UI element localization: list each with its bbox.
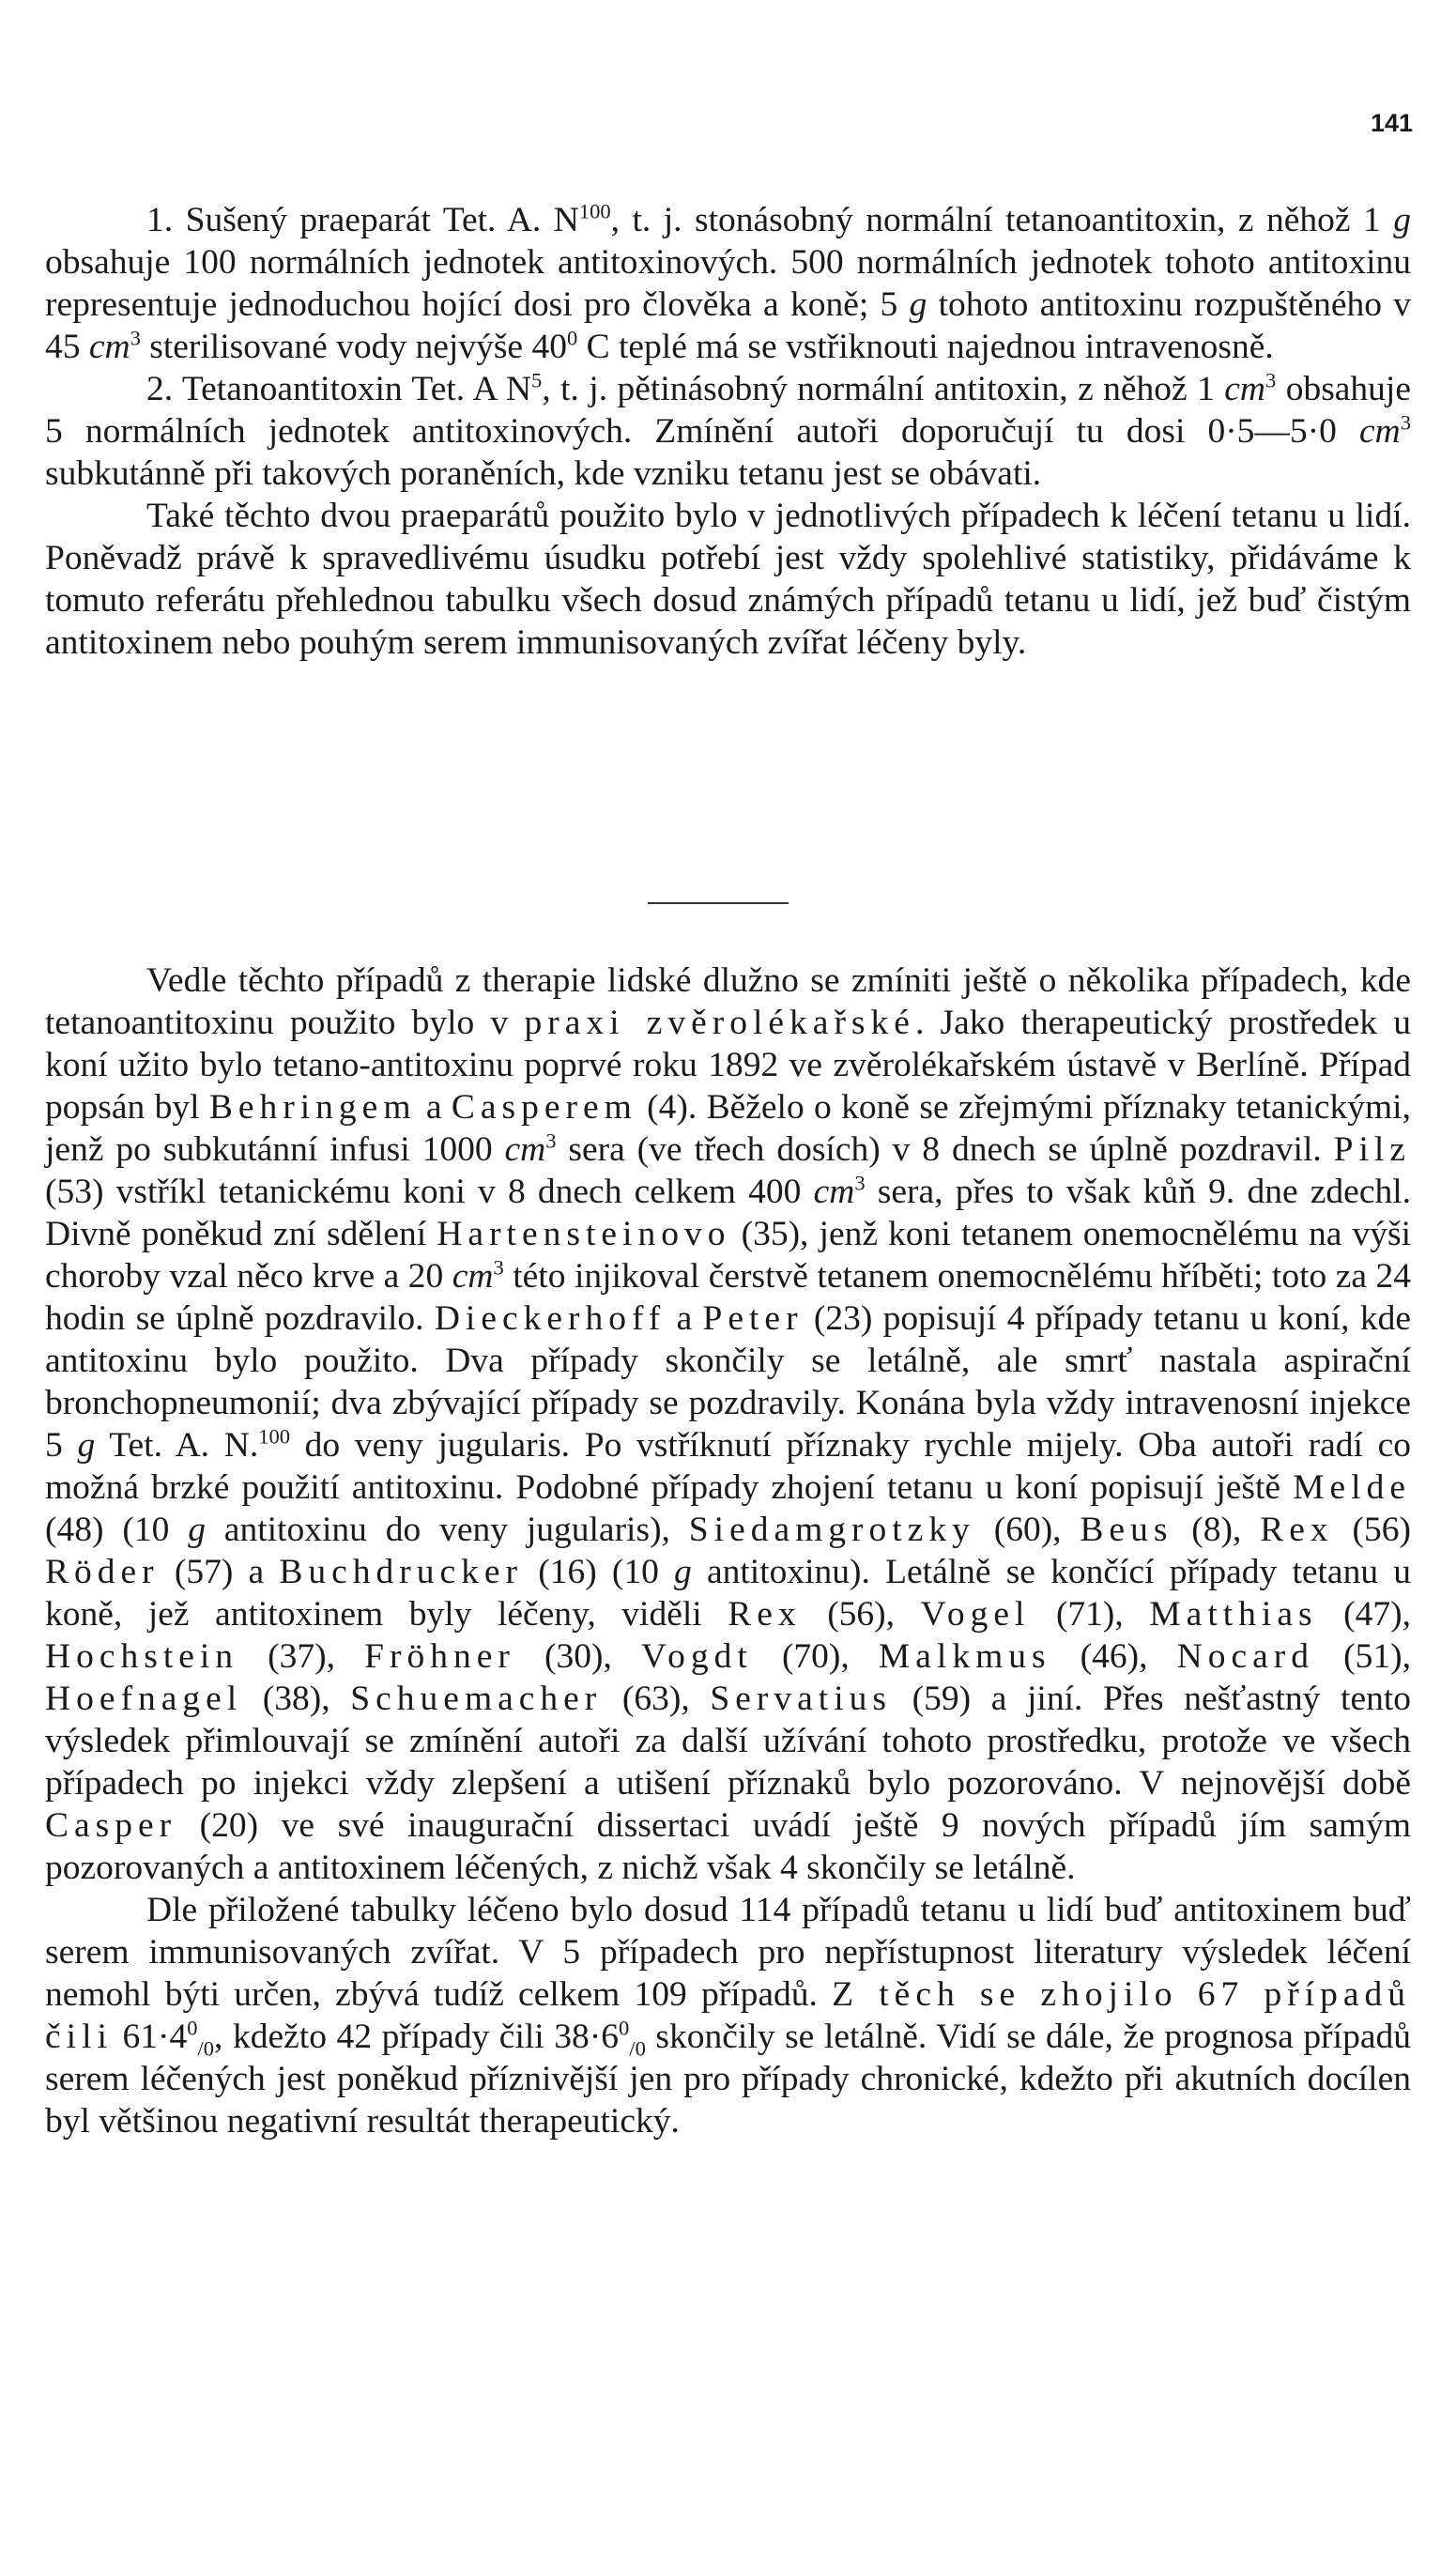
unit-symbol: cm (1359, 412, 1401, 451)
text-run: obsahuje 5 normálních jednotek antitoxinových. Zmínění autoři doporučují tu dosi 0·5—5·0 (45, 370, 1411, 451)
unit-symbol: cm (504, 1130, 546, 1169)
spaced-name: Beus (1080, 1511, 1173, 1549)
text-run: Dle přiložené tabulky léčeno bylo dosud 114 případů tetanu u lidí buď antitoxinem buď serem immunisovaných zvířat. V 5 případech pro nepřístupnost literatury výsledek léčení nemohl býti určen, zbývá tudíž celkem 109 případů. (45, 1891, 1411, 2014)
spaced-name: Rex (728, 1595, 802, 1634)
script-text: 0 (566, 326, 578, 350)
text-run: Také těchto dvou praeparátů použito bylo v jednotlivých případech k léčení tetanu u lidí. Poněvadž právě k spravedlivému úsudku potřebí jest vždy spolehlivé statistiky, přidáváme k tomuto referátu přehlednou tabulku všech dosud známých případů tetanu u lidí, jež buď čistým antitoxinem nebo pouhým serem immunisovaných zvířat léčeny byly. (45, 497, 1411, 662)
text-run: (35), jenž koni tetanem onemocnělému na výši choroby vzal něco krve a 20 (45, 1215, 1412, 1296)
unit-symbol: g (77, 1426, 96, 1465)
paragraph (45, 199, 1411, 368)
script-text: 100 (578, 199, 611, 223)
text-run: (57) a (159, 1553, 280, 1591)
text-run: (63), (602, 1680, 711, 1718)
text-run: (8), (1172, 1511, 1261, 1549)
text-run: (51), (1314, 1637, 1411, 1676)
script-text: 0 (619, 2016, 630, 2040)
text-run: (48) (10 (45, 1511, 189, 1549)
section-divider (648, 902, 789, 904)
spaced-name: Casperem (451, 1088, 637, 1127)
paragraph (45, 959, 1411, 1889)
script-text: 3 (493, 1255, 504, 1280)
paragraph (45, 1889, 1411, 2142)
spaced-name: Z těch se zhojilo 67 případů čili (45, 1975, 1412, 2056)
page-number: 141 (1370, 109, 1413, 137)
text-run: (37), (238, 1637, 365, 1676)
spaced-name: Hochstein (45, 1637, 239, 1676)
text-run: 1. Sušený praeparát Tet. A. N (146, 201, 579, 239)
spaced-name: Buchdrucker (279, 1553, 524, 1591)
unit-symbol: cm (813, 1173, 855, 1211)
text-run: , t. j. pětinásobný normální antitoxin, z něhož 1 (542, 370, 1225, 408)
text-run: obsahuje 100 normálních jednotek antitoxinových. 500 normálních jednotek tohoto antitoxinu representuje jednoduchou hojící dosi pro člověka a koně; 5 (45, 243, 1411, 324)
spaced-name: Malkmus (878, 1637, 1051, 1676)
text-run: , t. j. stonásobný normální tetanoantitoxin, z něhož 1 (610, 201, 1394, 239)
spaced-name: Röder (45, 1553, 160, 1591)
spaced-name: Fröhner (364, 1637, 515, 1676)
text-run: skončily se letálně. Vidí se dále, že prognosa případů serem léčených jest poněkud příznivější jen pro případy chronické, kdežto při akutních docílen byl většinou negativní resultát therapeutický. (45, 2018, 1411, 2141)
script-text: 0 (203, 2036, 215, 2061)
text-run: (46), (1050, 1637, 1177, 1676)
unit-symbol: g (674, 1553, 692, 1591)
spaced-name: Matthias (1149, 1595, 1318, 1634)
text-run: (59) a jiní. Přes nešťastný tento výsledek přimlouvají se zmínění autoři za další užívání tohoto prostředku, protože ve všech případech po injekci vždy zlepšení a utišení příznaků bylo pozorováno. V nejnovější době (45, 1680, 1412, 1803)
text-run: (20) ve své inaugurační dissertaci uvádí ještě 9 nových případů jím samým pozorovaných a antitoxinem léčených, z nichž však 4 skončily se letálně. (45, 1806, 1411, 1887)
spaced-name: Hoefnagel (45, 1680, 243, 1718)
spaced-name: Dieckerhoff (434, 1299, 667, 1338)
text-run: (16) (10 (523, 1553, 675, 1591)
unit-symbol: g (1393, 201, 1411, 239)
spaced-name: Melde (1293, 1468, 1411, 1507)
text-run: subkutánně při takových poraněních, kde vzniku tetanu jest se obávati. (45, 454, 1042, 493)
text-run: Tet. A. N. (95, 1426, 259, 1465)
script-text: 3 (1400, 410, 1411, 435)
paragraph (45, 495, 1411, 664)
spaced-name: Rex (1260, 1511, 1334, 1549)
text-run: sterilisované vody nejvýše 40 (140, 328, 567, 366)
spaced-name: Nocard (1176, 1637, 1314, 1676)
text-run: (71), (1030, 1595, 1150, 1634)
script-text: / (629, 2036, 636, 2061)
text-run: C teplé má se vstřiknouti najednou intravenosně. (577, 328, 1274, 366)
script-text: 5 (531, 368, 543, 392)
spaced-name: Schuemacher (350, 1680, 603, 1718)
script-text: 3 (545, 1128, 557, 1153)
text-run: (60), (974, 1511, 1081, 1549)
text-run: (56) (1333, 1511, 1412, 1549)
spaced-name: Hartensteinovo (437, 1215, 731, 1253)
text-run: do veny jugularis. Po vstříknutí příznaky rychle mijely. Oba autoři radí co možná brzké použití antitoxinu. Podobné případy zhojení tetanu u koní popisují ještě (45, 1426, 1411, 1507)
unit-symbol: g (909, 285, 927, 324)
text-run: sera, přes to však kůň 9. dne zdechl. Divně poněkud zní sdělení (45, 1173, 1412, 1253)
text-run: (47), (1317, 1595, 1411, 1634)
script-text: 100 (258, 1424, 290, 1449)
script-text: 3 (130, 326, 141, 350)
script-text: 0 (187, 2016, 198, 2040)
text-run: (38), (242, 1680, 351, 1718)
text-run: 2. Tetanoantitoxin Tet. A N (146, 370, 532, 408)
lower-text-block (45, 959, 1411, 2142)
upper-text-block (45, 199, 1411, 664)
spaced-name: Vogdt (640, 1637, 753, 1676)
text-run: antitoxinu). Letálně se končící případy tetanu u koně, jež antitoxinem byly léčeny, viděli (45, 1553, 1412, 1634)
script-text: / (197, 2036, 204, 2061)
text-run: (70), (752, 1637, 879, 1676)
spaced-name: Siedamgrotzky (688, 1511, 975, 1549)
text-run: (23) popisují 4 případy tetanu u koní, kde antitoxinu bylo použito. Dva případy skončily se letálně, ale smrť nastala aspirační bronchopneumonií; dva zbývající případy se pozdravily. Konána byla vždy intravenosní injekce 5 (45, 1299, 1411, 1465)
spaced-name: Vogel (920, 1595, 1031, 1634)
script-text: 0 (635, 2036, 646, 2061)
script-text: 3 (854, 1171, 866, 1195)
unit-symbol: g (188, 1511, 206, 1549)
text-run: této injikoval čerstvě tetanem onemocnělému hříběti; toto za 24 hodin se úplně pozdravilo. (45, 1257, 1411, 1338)
spaced-name: Pilz (1333, 1130, 1411, 1169)
text-run: , kdežto 42 případy čili 38·6 (214, 2018, 620, 2056)
unit-symbol: cm (452, 1257, 494, 1296)
text-run: a (416, 1088, 452, 1127)
text-run: (30), (514, 1637, 641, 1676)
text-run: . Jako therapeutický prostředek u koní užito bylo tetano-antitoxinu poprvé roku 1892 ve zvěrolékařském ústavě v Berlíně. Případ popsán byl (45, 1004, 1411, 1127)
text-run: (4). Běželo o koně se zřejmými příznaky tetanickými, jenž po subkutánní infusi 1000 (45, 1088, 1411, 1169)
text-run: antitoxinu do veny jugularis), (205, 1511, 689, 1549)
unit-symbol: cm (1224, 370, 1266, 408)
text-run: (53) vstříkl tetanickému koni v 8 dnech celkem 400 (45, 1173, 814, 1211)
spaced-name: Servatius (710, 1680, 892, 1718)
spaced-name: praxi zvěrolékařské (524, 1004, 915, 1042)
text-run: sera (ve třech dosích) v 8 dnech se úplně pozdravil. (556, 1130, 1334, 1169)
text-run: a (666, 1299, 703, 1338)
text-run: tohoto antitoxinu rozpuštěného v 45 (45, 285, 1411, 366)
text-run: (56), (801, 1595, 921, 1634)
text-run: 61·4 (112, 2018, 188, 2056)
spaced-name: Peter (702, 1299, 804, 1338)
unit-symbol: cm (88, 328, 130, 366)
text-run: Vedle těchto případů z therapie lidské dlužno se zmíniti ještě o několika případech, kde tetanoantitoxinu použito bylo v (45, 961, 1411, 1042)
script-text: 3 (1265, 368, 1277, 392)
spaced-name: Casper (45, 1806, 177, 1845)
spaced-name: Behringem (208, 1088, 417, 1127)
paragraph (45, 368, 1411, 495)
